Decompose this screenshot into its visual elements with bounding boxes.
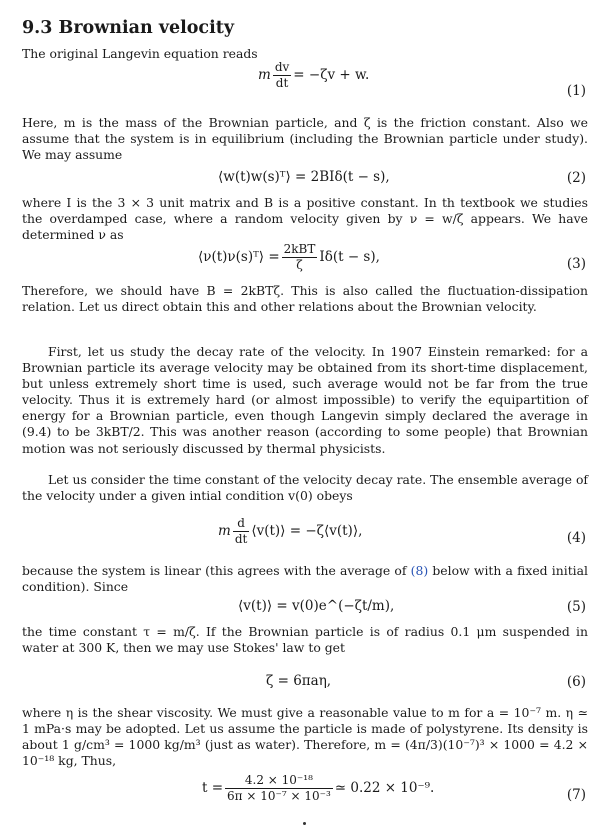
equation-2: ⟨w(t)w(s)ᵀ⟩ = 2BIδ(t − s), bbox=[218, 169, 390, 185]
paragraph-after-eq3: Therefore, we should have B = 2kBTζ. This is also called the fluctuation-dissipation relation. Let us direct obtain this and other relations about the Brownian velocity. bbox=[22, 283, 588, 315]
eq1-lhs: m bbox=[258, 67, 271, 83]
eq3-fraction bbox=[282, 242, 318, 273]
eq4-numerator: d bbox=[233, 516, 250, 532]
paragraph-intro: The original Langevin equation reads bbox=[22, 46, 258, 61]
because-prefix: because the system is linear (this agrees with the average of bbox=[22, 563, 411, 578]
eq4-denominator: dt bbox=[234, 532, 248, 546]
equation-number-1: (1) bbox=[566, 83, 586, 99]
paragraph-first-study: First, let us study the decay rate of the velocity. In 1907 Einstein remarked: for a Brownian particle its average velocity may be obtained from its short-time displacement, but unless extremely short time is used, such average would not be far from the true velocity. Thus it is extremely hard (or almost impossible) to verify the equipartition of energy for a Brownian particle, even though Langevin simply declared the average in (9.4) to be 3kBT/2. This was another reason (according to some people) that Brownian motion was not seriously discussed by thermal physicists. bbox=[22, 344, 588, 456]
equation-4 bbox=[218, 516, 362, 547]
paragraph-after-eq5: the time constant τ = m/ζ. If the Brownian particle is of radius 0.1 μm suspended in water at 300 K, then we may use Stokes' law to get bbox=[22, 624, 588, 656]
paragraph-time-constant: Let us consider the time constant of the velocity decay rate. The ensemble average of the velocity under a given intial condition v(0) obeys bbox=[22, 472, 588, 504]
equation-8-link[interactable]: (8) bbox=[410, 563, 429, 578]
equation-6: ζ = 6πaη, bbox=[266, 673, 332, 689]
eq3-denominator: ζ bbox=[296, 258, 303, 272]
paragraph-after-eq6: where η is the shear viscosity. We must give a reasonable value to m for a = 10⁻⁷ m. η ≃ 1 mPa·s may be adopted. Let us assume the particle is made of polystyrene. Its density is about 1 g/cm³ = 1000 kg/m³ (just as water). Therefore, m = (4π/3)(10⁻⁷)³ × 1000 = 4.2 × 10⁻¹⁸ kg, Thus, bbox=[22, 705, 588, 769]
eq4-lhs: m bbox=[218, 523, 231, 539]
because-suffix: below with a fixed initial condition). Since bbox=[22, 563, 588, 595]
section-title: 9.3 Brownian velocity bbox=[22, 18, 234, 38]
equation-number-6: (6) bbox=[566, 674, 586, 690]
eq7-denominator: 6π × 10⁻⁷ × 10⁻³ bbox=[227, 789, 331, 803]
eq1-fraction bbox=[273, 60, 291, 91]
page-dot bbox=[303, 822, 306, 825]
eq1-denominator: dt bbox=[275, 76, 289, 90]
paragraph-after-eq1: Here, m is the mass of the Brownian particle, and ζ is the friction constant. Also we assume that the system is in equilibrium (including the Brownian particle under study). We may assume bbox=[22, 115, 588, 163]
paragraph-after-eq2: where I is the 3 × 3 unit matrix and B is a positive constant. In th textbook we studies the overdamped case, where a random velocity given by ν = w/ζ appears. We have determined ν as bbox=[22, 195, 588, 243]
eq3-rhs: Iδ(t − s), bbox=[319, 249, 380, 265]
eq7-fraction bbox=[225, 773, 333, 804]
equation-7 bbox=[202, 773, 434, 804]
equation-number-3: (3) bbox=[566, 256, 586, 272]
eq7-rhs: ≃ 0.22 × 10⁻⁹. bbox=[334, 780, 435, 796]
eq7-numerator: 4.2 × 10⁻¹⁸ bbox=[225, 773, 333, 789]
paragraph-because bbox=[22, 563, 588, 595]
equation-3 bbox=[198, 242, 380, 273]
eq1-rhs: = −ζv + w. bbox=[293, 67, 370, 83]
equation-1 bbox=[258, 60, 369, 91]
eq3-numerator: 2kBT bbox=[283, 242, 316, 256]
equation-number-7: (7) bbox=[566, 787, 586, 803]
eq4-fraction bbox=[233, 516, 250, 547]
eq4-rhs: ⟨v(t)⟩ = −ζ⟨v(t)⟩, bbox=[251, 523, 363, 539]
equation-number-5: (5) bbox=[566, 599, 586, 615]
equation-number-2: (2) bbox=[566, 170, 586, 186]
equation-5: ⟨v(t)⟩ = v(0)e^(−ζt/m), bbox=[238, 598, 395, 614]
eq3-lhs: ⟨ν(t)ν(s)ᵀ⟩ = bbox=[198, 249, 280, 265]
equation-number-4: (4) bbox=[566, 530, 586, 546]
eq1-numerator: dv bbox=[274, 60, 290, 74]
eq7-lhs: t = bbox=[202, 780, 224, 796]
